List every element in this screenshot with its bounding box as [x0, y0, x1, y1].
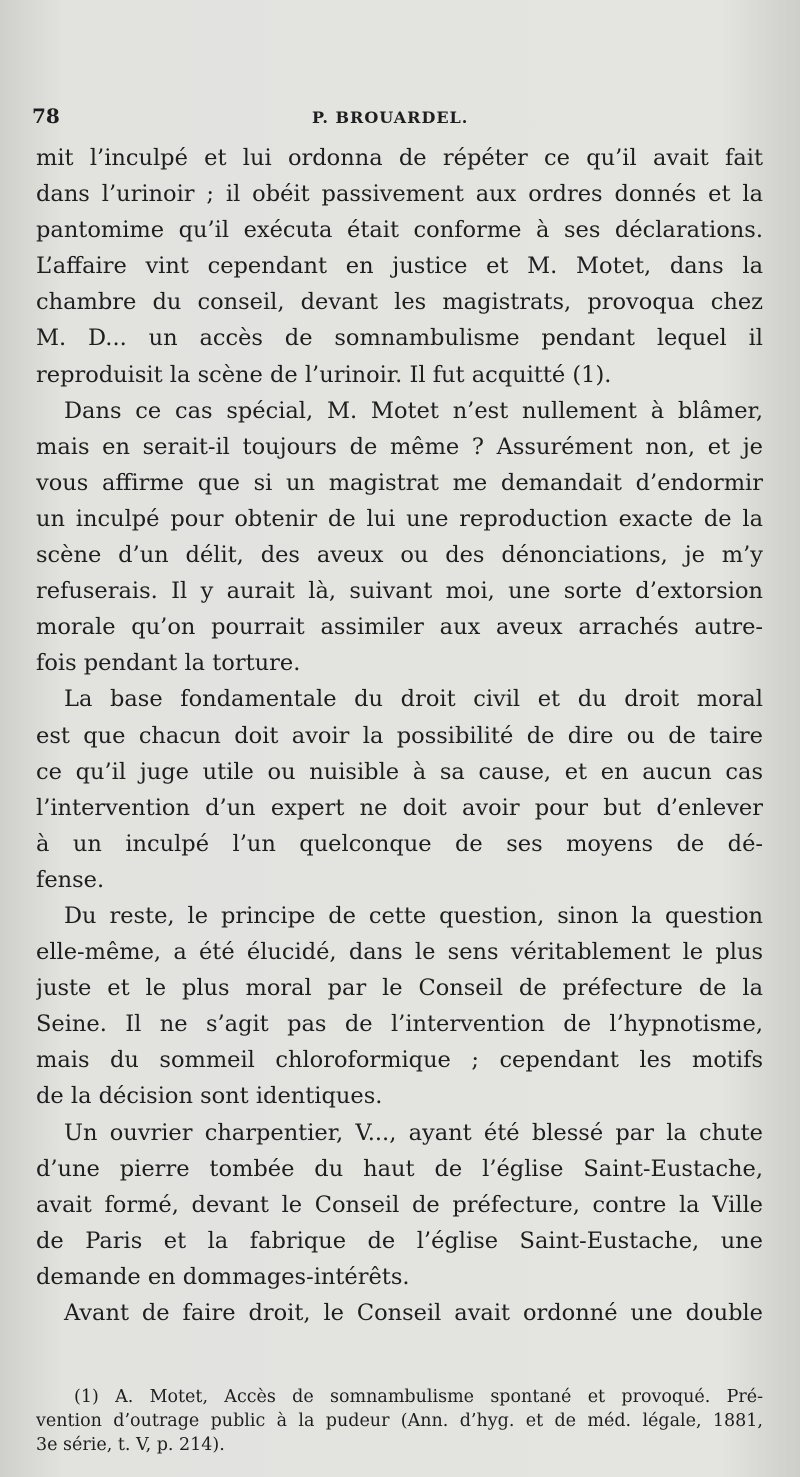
text-line: avait formé, devant le Conseil de préfecture, contre la Ville [36, 1191, 763, 1218]
text-line: refuserais. Il y aurait là, suivant moi, une sorte d’extorsion [36, 578, 763, 605]
text-line: mit l’inculpé et lui ordonna de répéter ce qu’il avait fait [36, 145, 763, 171]
text-line: est que chacun doit avoir la possibilité de dire ou de taire [36, 722, 763, 749]
running-head: P. BROUARDEL. [312, 108, 469, 127]
text-line: de la décision sont identiques. [36, 1083, 383, 1110]
text-line: chambre du conseil, devant les magistrats, provoqua chez [36, 289, 763, 316]
text-line: de Paris et la fabrique de l’église Saint-Eustache, une [36, 1227, 763, 1254]
text-line: Avant de faire droit, le Conseil avait ordonné une double [64, 1300, 763, 1326]
text-line: La base fondamentale du droit civil et du droit moral [64, 686, 763, 713]
text-line: Un ouvrier charpentier, V..., ayant été blessé par la chute [64, 1119, 763, 1146]
footnote-line: 3e série, t. V, p. 214). [36, 1435, 225, 1455]
text-line: fense. [36, 866, 105, 893]
text-line: L’affaire vint cependant en justice et M. Motet, dans la [36, 253, 763, 280]
text-line: fois pendant la torture. [36, 650, 301, 677]
text-line: demande en dommages-intérêts. [36, 1263, 410, 1290]
text-line: scène d’un délit, des aveux ou des dénonciations, je m’y [36, 542, 763, 569]
text-line: juste et le plus moral par le Conseil de préfecture de la [36, 975, 763, 1002]
page-header [32, 100, 762, 132]
text-line: elle-même, a été élucidé, dans le sens véritablement le plus [36, 939, 763, 966]
text-line: un inculpé pour obtenir de lui une reproduction exacte de la [36, 505, 763, 532]
text-line: M. D... un accès de somnambulisme pendant lequel il [36, 325, 763, 352]
page-number: 78 [32, 104, 60, 128]
text-line: à un inculpé l’un quelconque de ses moyens de dé- [36, 830, 763, 857]
text-line: mais du sommeil chloroformique ; cependant les motifs [36, 1047, 763, 1074]
text-line: morale qu’on pourrait assimiler aux aveux arrachés autre- [36, 614, 763, 641]
text-line: Du reste, le principe de cette question, sinon la question [64, 902, 763, 929]
text-line: l’intervention d’un expert ne doit avoir pour but d’enlever [36, 794, 763, 821]
footnote [36, 1385, 763, 1457]
footnote-line: (1) A. Motet, Accès de somnambulisme spontané et provoqué. Pré- [74, 1387, 763, 1407]
text-line: vous affirme que si un magistrat me demandait d’endormir [36, 469, 763, 496]
text-line: pantomime qu’il exécuta était conforme à ses déclarations. [36, 217, 763, 244]
text-line: Seine. Il ne s’agit pas de l’intervention de l’hypnotisme, [36, 1011, 763, 1038]
text-line: dans l’urinoir ; il obéit passivement aux ordres donnés et la [36, 181, 763, 208]
body-text [36, 140, 763, 1331]
text-line: ce qu’il juge utile ou nuisible à sa cause, et en aucun cas [36, 758, 763, 785]
text-line: mais en serait-il toujours de même ? Assurément non, et je [36, 433, 763, 460]
text-line: d’une pierre tombée du haut de l’église Saint-Eustache, [36, 1155, 763, 1182]
footnote-line: vention d’outrage public à la pudeur (Ann. d’hyg. et de méd. légale, 1881, [36, 1411, 763, 1431]
text-line: Dans ce cas spécial, M. Motet n’est nullement à blâmer, [64, 397, 763, 424]
text-line: reproduisit la scène de l’urinoir. Il fut acquitté (1). [36, 361, 612, 388]
